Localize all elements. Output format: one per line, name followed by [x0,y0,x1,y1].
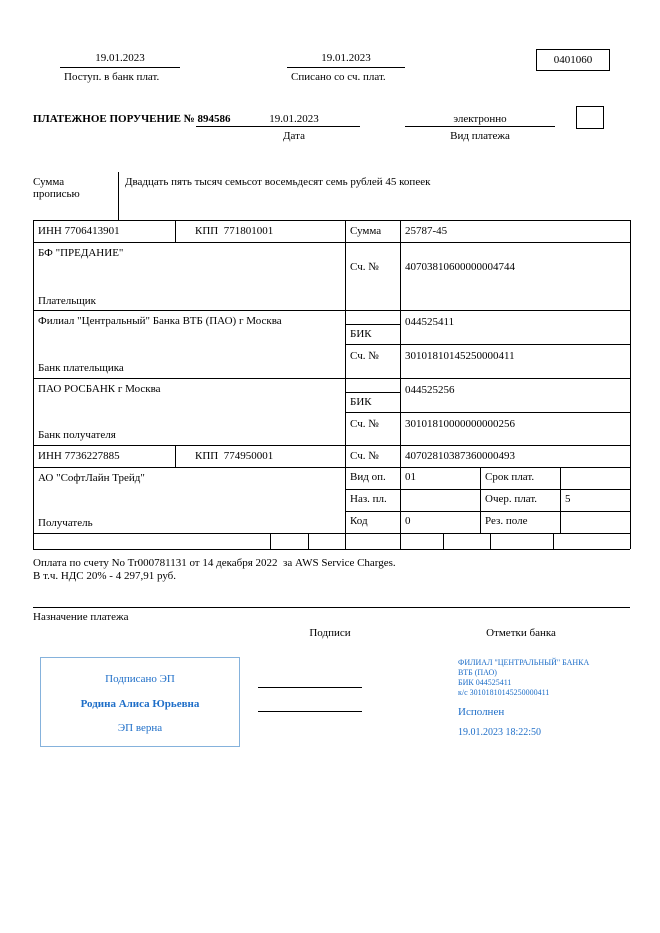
table-border-h [33,220,630,221]
payee-bank-name: ПАО РОСБАНК г Москва [38,383,161,395]
bank-stamp-name-line1: ФИЛИАЛ "ЦЕНТРАЛЬНЫЙ" БАНКА [458,658,590,667]
amount-words-label: Сумма [33,176,65,188]
payer-bank-account-label: Сч. № [350,350,379,362]
sum-value: 25787-45 [405,225,448,237]
payee-name: АО "СофтЛайн Трейд" [38,472,145,484]
table-border-h [345,489,630,490]
esign-validity: ЭП верна [117,722,163,734]
esign-person: Родина Алиса Юрьевна [80,698,200,710]
table-border-h [345,344,630,345]
amount-words-label: прописью [33,188,80,200]
payer-inn: ИНН 7706413901 [38,225,120,237]
payee-label: Получатель [38,517,93,529]
kod-value: 0 [405,515,411,527]
purpose-line2: В т.ч. НДС 20% - 4 297,91 руб. [33,570,177,582]
payee-bank-bik: 044525256 [405,384,455,396]
table-border-v [443,533,444,549]
payer-label: Плательщик [38,295,96,307]
rez-pole-label: Рез. поле [485,515,528,527]
table-border-v [270,533,271,549]
document-date-value: 19.01.2023 [269,113,319,125]
payer-account: 40703810600000004744 [405,261,515,273]
table-border-v [345,220,346,549]
document-title: ПЛАТЕЖНОЕ ПОРУЧЕНИЕ № 894586 [33,113,231,125]
underline [405,126,555,127]
table-border-v [175,220,176,242]
vid-op-value: 01 [405,471,416,483]
vid-op-label: Вид оп. [350,471,386,483]
ocher-plat-value: 5 [565,493,571,505]
payer-kpp: КПП 771801001 [195,225,274,237]
bank-stamp-corr-account: к/с 30101810145250000411 [458,688,550,697]
ocher-plat-label: Очер. плат. [485,493,538,505]
payer-bank-bik: 044525411 [405,316,455,328]
esign-status: Подписано ЭП [105,673,175,685]
sum-label: Сумма [350,225,382,237]
table-border-h [33,242,630,243]
date-received-value: 19.01.2023 [95,52,145,64]
table-border-h [33,533,630,534]
underline [60,67,180,68]
table-border-h [33,467,630,468]
payee-bank-bik-label: БИК [350,396,372,408]
payer-bank-name: Филиал "Центральный" Банка ВТБ (ПАО) г Москва [38,315,282,327]
table-border-v [33,220,34,549]
bank-marks-label: Отметки банка [486,627,556,639]
payee-account-label: Сч. № [350,450,379,462]
table-border-v [400,220,401,549]
srok-plat-label: Срок плат. [485,471,535,483]
form-code-box: 0401060 [536,49,610,71]
table-border-v [175,445,176,467]
payment-kind-value: электронно [453,113,507,125]
payee-inn: ИНН 7736227885 [38,450,120,462]
amount-words-value: Двадцать пять тысяч семьсот восемьдесят семь рублей 45 копеек [125,176,431,188]
underline [196,126,360,127]
bank-stamp [458,658,633,739]
signature-line [258,687,362,688]
bank-stamp-status: Исполнен [458,706,505,718]
table-border-h [345,324,400,325]
table-border-h [33,549,630,550]
payment-kind-label: Вид платежа [450,130,510,142]
table-border-h [33,378,630,379]
electronic-signature-stamp [40,657,240,747]
table-border-v [560,467,561,533]
payer-bank-label: Банк плательщика [38,362,124,374]
payer-name: БФ "ПРЕДАНИЕ" [38,247,124,259]
table-border-v [553,533,554,549]
date-debited-value: 19.01.2023 [321,52,371,64]
divider-line [33,607,630,608]
bank-stamp-name-line2: ВТБ (ПАО) [458,668,497,677]
table-border-h [345,412,630,413]
purpose-label: Назначение платежа [33,611,129,623]
payee-account: 40702810387360000493 [405,450,515,462]
naz-pl-label: Наз. пл. [350,493,387,505]
status-box [576,106,604,129]
date-debited-label: Списано со сч. плат. [291,71,386,83]
table-border-h [33,445,630,446]
payee-bank-account-label: Сч. № [350,418,379,430]
kod-label: Код [350,515,368,527]
payee-kpp: КПП 774950001 [195,450,274,462]
bank-stamp-bik: БИК 044525411 [458,678,512,687]
payer-bank-bik-label: БИК [350,328,372,340]
payer-account-label: Сч. № [350,261,379,273]
payer-bank-account: 30101810145250000411 [405,350,515,362]
table-border-h [33,310,630,311]
purpose-line1: Оплата по счету No Tr000781131 от 14 декабря 2022 за AWS Service Charges. [33,557,396,569]
table-border-v [308,533,309,549]
signatures-label: Подписи [309,627,351,639]
table-border-v [630,220,631,549]
signature-line [258,711,362,712]
payee-bank-account: 30101810000000000256 [405,418,515,430]
table-border-v [480,467,481,533]
table-border-v [490,533,491,549]
document-date-label: Дата [283,130,305,142]
table-border-v [118,172,119,220]
table-border-h [345,392,400,393]
table-border-h [345,511,630,512]
bank-stamp-datetime: 19.01.2023 18:22:50 [458,727,542,738]
payee-bank-label: Банк получателя [38,429,116,441]
date-received-label: Поступ. в банк плат. [64,71,160,83]
underline [287,67,405,68]
